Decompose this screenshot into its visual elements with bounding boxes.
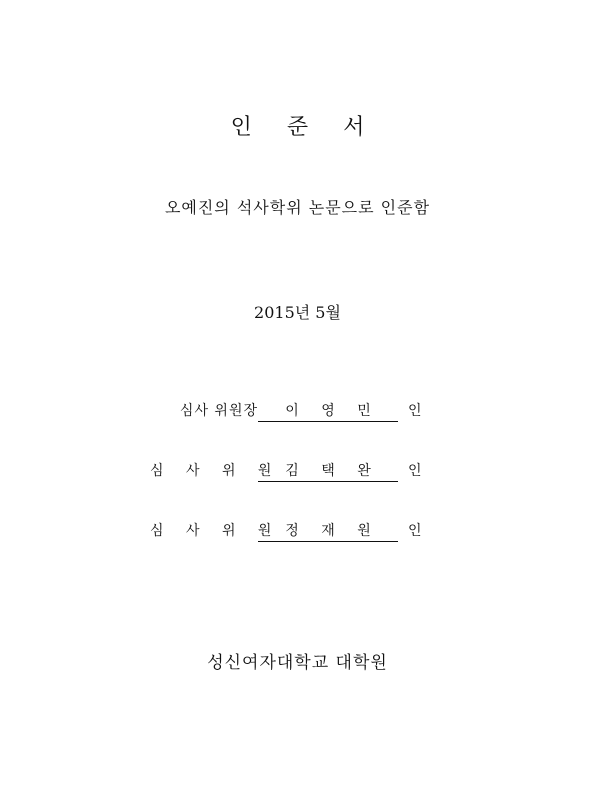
committee-role: 심사 위원장	[179, 403, 258, 419]
approval-date: 2015년 5월	[254, 303, 341, 322]
document-title: 인 준 서	[230, 115, 379, 140]
committee-signature-line: 이 영 민	[258, 399, 398, 422]
committee-row-chair	[0, 399, 595, 423]
committee-signature-line: 정 재 원	[258, 519, 398, 542]
seal-mark: 인	[408, 403, 422, 419]
committee-row-member-2	[0, 519, 595, 543]
committee-signature-line: 김 택 완	[258, 459, 398, 482]
committee-role: 심 사 위 원	[150, 523, 281, 539]
seal-mark: 인	[408, 463, 422, 479]
approval-statement: 오예진의 석사학위 논문으로 인준함	[164, 198, 431, 217]
university-name: 성신여자대학교 대학원	[207, 653, 388, 673]
committee-role: 심 사 위 원	[150, 463, 281, 479]
seal-mark: 인	[408, 523, 422, 539]
committee-row-member-1	[0, 459, 595, 483]
